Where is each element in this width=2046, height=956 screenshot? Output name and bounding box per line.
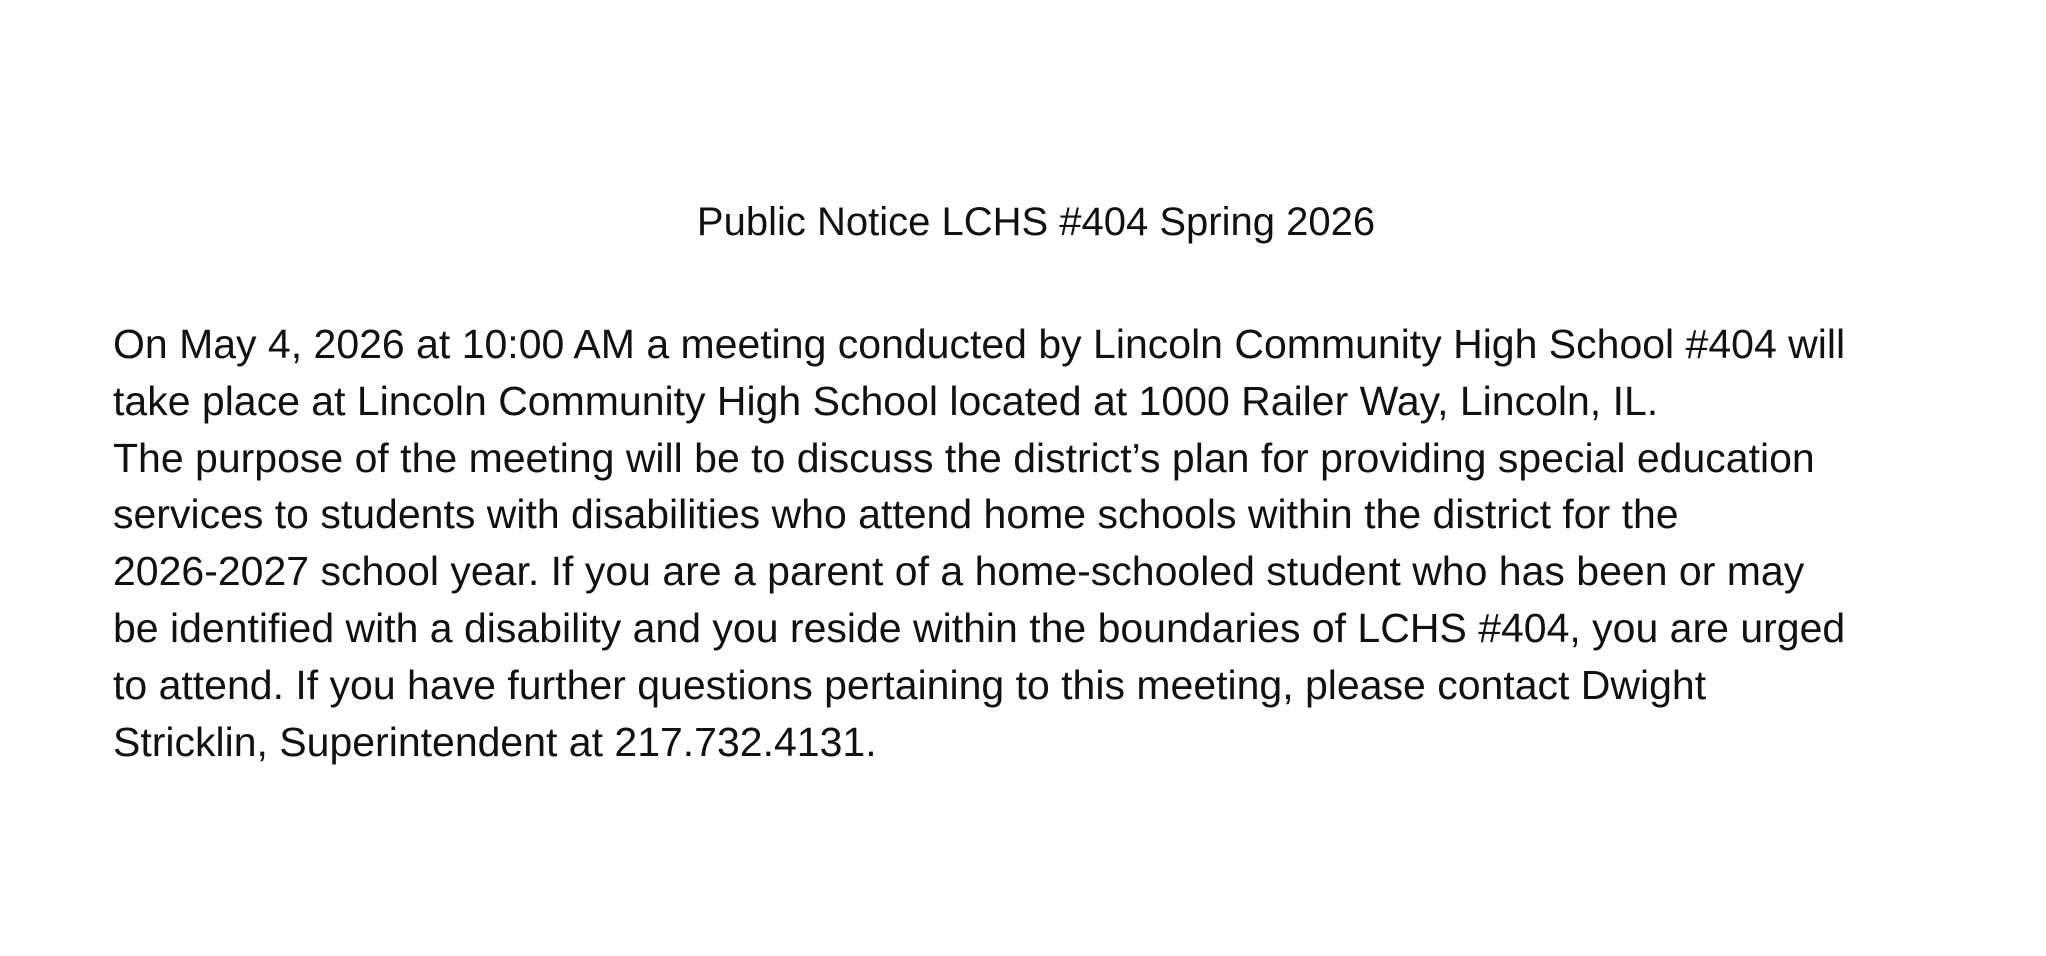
notice-title: Public Notice LCHS #404 Spring 2026 bbox=[696, 200, 1376, 244]
body-line: to attend. If you have further questions pertaining to this meeting, please contact Dwight bbox=[113, 661, 1707, 708]
body-line: The purpose of the meeting will be to discuss the district’s plan for providing special education bbox=[113, 434, 1815, 481]
body-line: take place at Lincoln Community High School located at 1000 Railer Way, Lincoln, IL. bbox=[113, 377, 1659, 424]
body-line: On May 4, 2026 at 10:00 AM a meeting conducted by Lincoln Community High School #404 will bbox=[113, 321, 1846, 367]
notice-body bbox=[113, 316, 1845, 770]
body-line: Stricklin, Superintendent at 217.732.4131. bbox=[113, 718, 877, 765]
body-line: 2026-2027 school year. If you are a parent of a home-schooled student who has been or may bbox=[113, 548, 1805, 595]
body-line: be identified with a disability and you reside within the boundaries of LCHS #404, you are urged bbox=[113, 604, 1846, 651]
body-line: services to students with disabilities who attend home schools within the district for the bbox=[113, 491, 1679, 538]
